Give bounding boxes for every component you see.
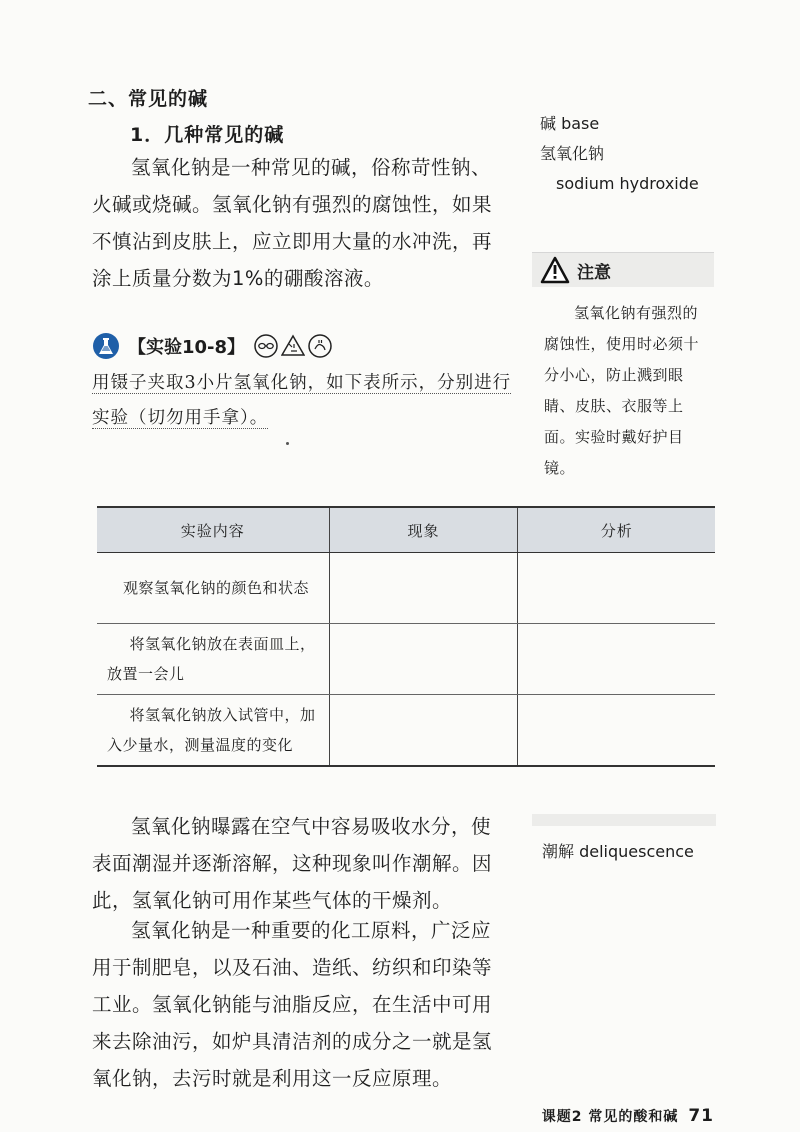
table-row xyxy=(97,624,715,695)
paragraph-uses: 氢氧化钠是一种重要的化工原料，广泛应用于制肥皂，以及石油、造纸、纺织和印染等工业。氢氧化钠能与油脂反应，在生活中可用来去除油污，如炉具清洁剂的成分之一就是氢氧化钠，去污时就是利用这一反应原理。 xyxy=(92,919,493,1090)
table-cell-analysis xyxy=(518,624,715,695)
experiment-instruction xyxy=(92,366,512,436)
paragraph-naoh-intro: 氢氧化钠是一种常见的碱，俗称苛性钠、火碱或烧碱。氢氧化钠有强烈的腐蚀性，如果不慎沾到皮肤上，应立即用大量的水冲洗，再涂上质量分数为1%的硼酸溶液。 xyxy=(92,156,493,290)
glossary-naoh: 氢氧化钠 xyxy=(540,144,605,163)
flask-icon xyxy=(92,332,120,360)
corrosive-icon xyxy=(281,334,305,358)
table-cell-phenomenon xyxy=(329,553,518,624)
warning-triangle-icon xyxy=(540,256,570,284)
subheading: 1．几种常见的碱 xyxy=(130,124,285,146)
table-header-row xyxy=(97,507,715,553)
glossary-bar xyxy=(532,814,716,826)
experiment-title: 【实验10-8】 xyxy=(128,337,246,358)
table-cell-phenomenon xyxy=(329,695,518,767)
table-cell-content: 将氢氧化钠放在表面皿上，放置一会儿 xyxy=(97,624,329,695)
table-cell-analysis xyxy=(518,695,715,767)
glossary-naoh-en: sodium hydroxide xyxy=(556,174,699,193)
glossary-base: 碱 base xyxy=(540,114,600,133)
table-cell-content: 将氢氧化钠放入试管中，加入少量水，测量温度的变化 xyxy=(97,695,329,767)
footer-title: 课题2 常见的酸和碱 xyxy=(541,1109,679,1125)
stray-dot xyxy=(286,442,289,445)
page-number: 71 xyxy=(688,1106,714,1126)
section-heading: 二、常见的碱 xyxy=(88,88,209,110)
table-row xyxy=(97,553,715,624)
hand-wash-icon xyxy=(308,334,332,358)
experiment-header xyxy=(92,330,332,362)
warning-label: 注意 xyxy=(577,263,611,283)
table-header-content: 实验内容 xyxy=(97,507,329,553)
table-cell-analysis xyxy=(518,553,715,624)
table-header-phenomenon: 现象 xyxy=(329,507,518,553)
warning-text: 氢氧化钠有强烈的腐蚀性，使用时必须十分小心，防止溅到眼睛、皮肤、衣服等上面。实验时戴好护目镜。 xyxy=(544,304,700,477)
table-row xyxy=(97,695,715,767)
experiment-table xyxy=(97,506,715,767)
table-header-analysis: 分析 xyxy=(518,507,715,553)
paragraph-deliquescence: 氢氧化钠曝露在空气中容易吸收水分，使表面潮湿并逐渐溶解，这种现象叫作潮解。因此，氢氧化钠可用作某些气体的干燥剂。 xyxy=(92,815,493,912)
glossary-deliquescence: 潮解 deliquescence xyxy=(542,842,694,861)
table-cell-phenomenon xyxy=(329,624,518,695)
goggles-icon xyxy=(254,334,278,358)
table-cell-content: 观察氢氧化钠的颜色和状态 xyxy=(97,553,329,624)
experiment-instruction-text: 用镊子夹取3小片氢氧化钠，如下表所示，分别进行实验（切勿用手拿）。 xyxy=(92,373,512,428)
page-footer xyxy=(542,1106,714,1126)
